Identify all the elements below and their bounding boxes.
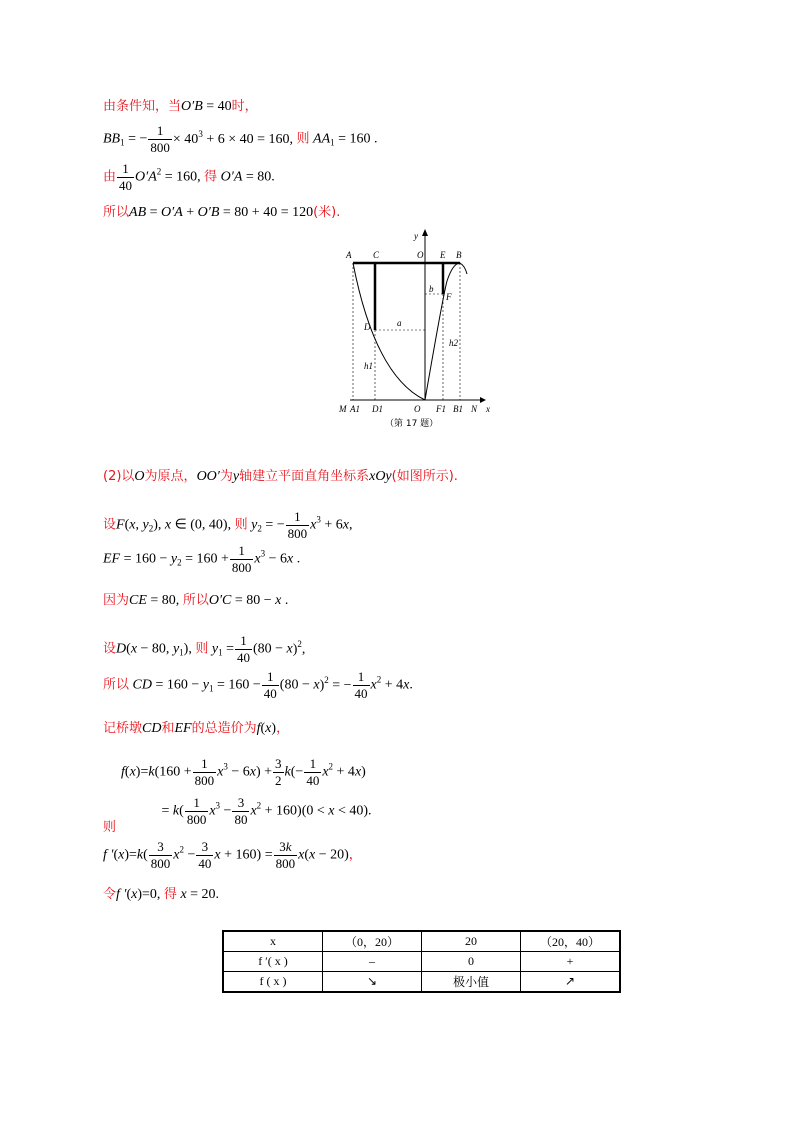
label-f: F [446,292,452,302]
line-set-d: 设D(x − 80, $y_1$), 则 $y_1$ = $\frac{1}{40}$ $(80 - x)^2$, [103,633,306,665]
label-b: B [456,250,462,260]
line-condition: 由条件知，当O′B = 40时， [103,99,258,114]
table-row [223,952,620,972]
table-header-cell: 20 [422,931,521,952]
table-cell: – [323,952,422,972]
table-cell: f ′( x ) [223,952,323,972]
line-part2: (2)以O为原点，OO′为y轴建立平面直角坐标系xOy(如图所示). [103,469,458,484]
increasing-arrow-icon: ↗ [521,972,621,993]
label-b1: B1 [453,404,463,414]
table-header-row [223,931,620,952]
line-fprime: f ′(x)=k( $\frac{3}{800}$ $x^2$ − $\frac{3}{40}$ x + 160) = $\frac{3k}{800}$ x(x − 20)， [103,839,362,871]
label-small-b: b [429,284,434,294]
line-ab: 所以AB = O′A + O′B = 80 + 40 = 120(米). [103,205,341,220]
line-let: 令f ′(x)=0, 得 x = 20. [103,887,220,902]
figure-svg [335,226,505,436]
table-cell: 极小值 [422,972,521,993]
line-cost-note: 记桥墩CD和EF的总造价为f(x)， [103,721,290,736]
table-cell: f ( x ) [223,972,323,993]
line-set-f: 设F(x, $y_2$), x ∈ (0, 40), 则 $y_2$ = − $\frac{1}{800}$ $x^3 + 6x$, [103,509,353,541]
label-o: O [414,404,421,414]
line-oa: 由 $\frac{1}{40}$ $O'A^2 = 160$, 得 O′A = 80. [103,161,275,193]
line-bb1: $BB_1$ = − $\frac{1}{800}$ × $40^3 + 6 \times 40 = 160$, 则 $AA_1 = 160$ . [103,123,378,155]
table-cell: 0 [422,952,521,972]
x-axis-arrow [480,397,486,403]
line-ef: EF = $160 - y_2 = 160$ + $\frac{1}{800}$ $x^3 - 6x$ . [103,543,301,575]
label-y: y [414,231,418,241]
label-o-prime: O' [417,250,426,260]
line-cd: 所以 CD = $160 - y_1 = 160$ − $\frac{1}{40}$ $(80 - x)^2$ = − $\frac{1}{40}$ $x^2 + 4x$. [103,669,413,701]
decreasing-arrow-icon: ↘ [323,972,422,993]
label-x: x [486,404,490,414]
label-small-a: a [397,318,402,328]
label-e: E [440,250,446,260]
label-h2: h2 [449,338,458,348]
label-c: C [373,250,380,260]
label-d: D [364,322,371,332]
label-a: A [346,250,352,260]
label-m: M [339,404,347,414]
table-cell: + [521,952,621,972]
table-header-cell: （0，20） [323,931,422,952]
table-header-cell: （20，40） [521,931,621,952]
label-d1: D1 [372,404,383,414]
bridge-figure [335,226,505,441]
label-n: N [471,404,478,414]
table-header-cell: x [223,931,323,952]
label-a1: A1 [350,404,360,414]
label-h1: h1 [364,361,373,371]
figure-caption: （第 17 题） [385,419,439,429]
line-ce: 因为CE = 80, 所以O′C = 80 − x . [103,593,289,608]
line-fx-1: f(x)=k(160 + $\frac{1}{800}$ $x^3 - 6x$) + $\frac{3}{2}$ k(− $\frac{1}{40}$ $x^2 + 4x$) [121,756,366,788]
label-f1: F1 [436,404,446,414]
table-row [223,972,620,993]
y-axis-arrow [422,229,428,236]
line-fx-2: 则 = k( $\frac{1}{800}$ $x^3$ − $\frac{3}{80}$ $x^2 + 160)(0 < x < 40)$. [103,795,372,835]
sign-table [222,930,621,993]
